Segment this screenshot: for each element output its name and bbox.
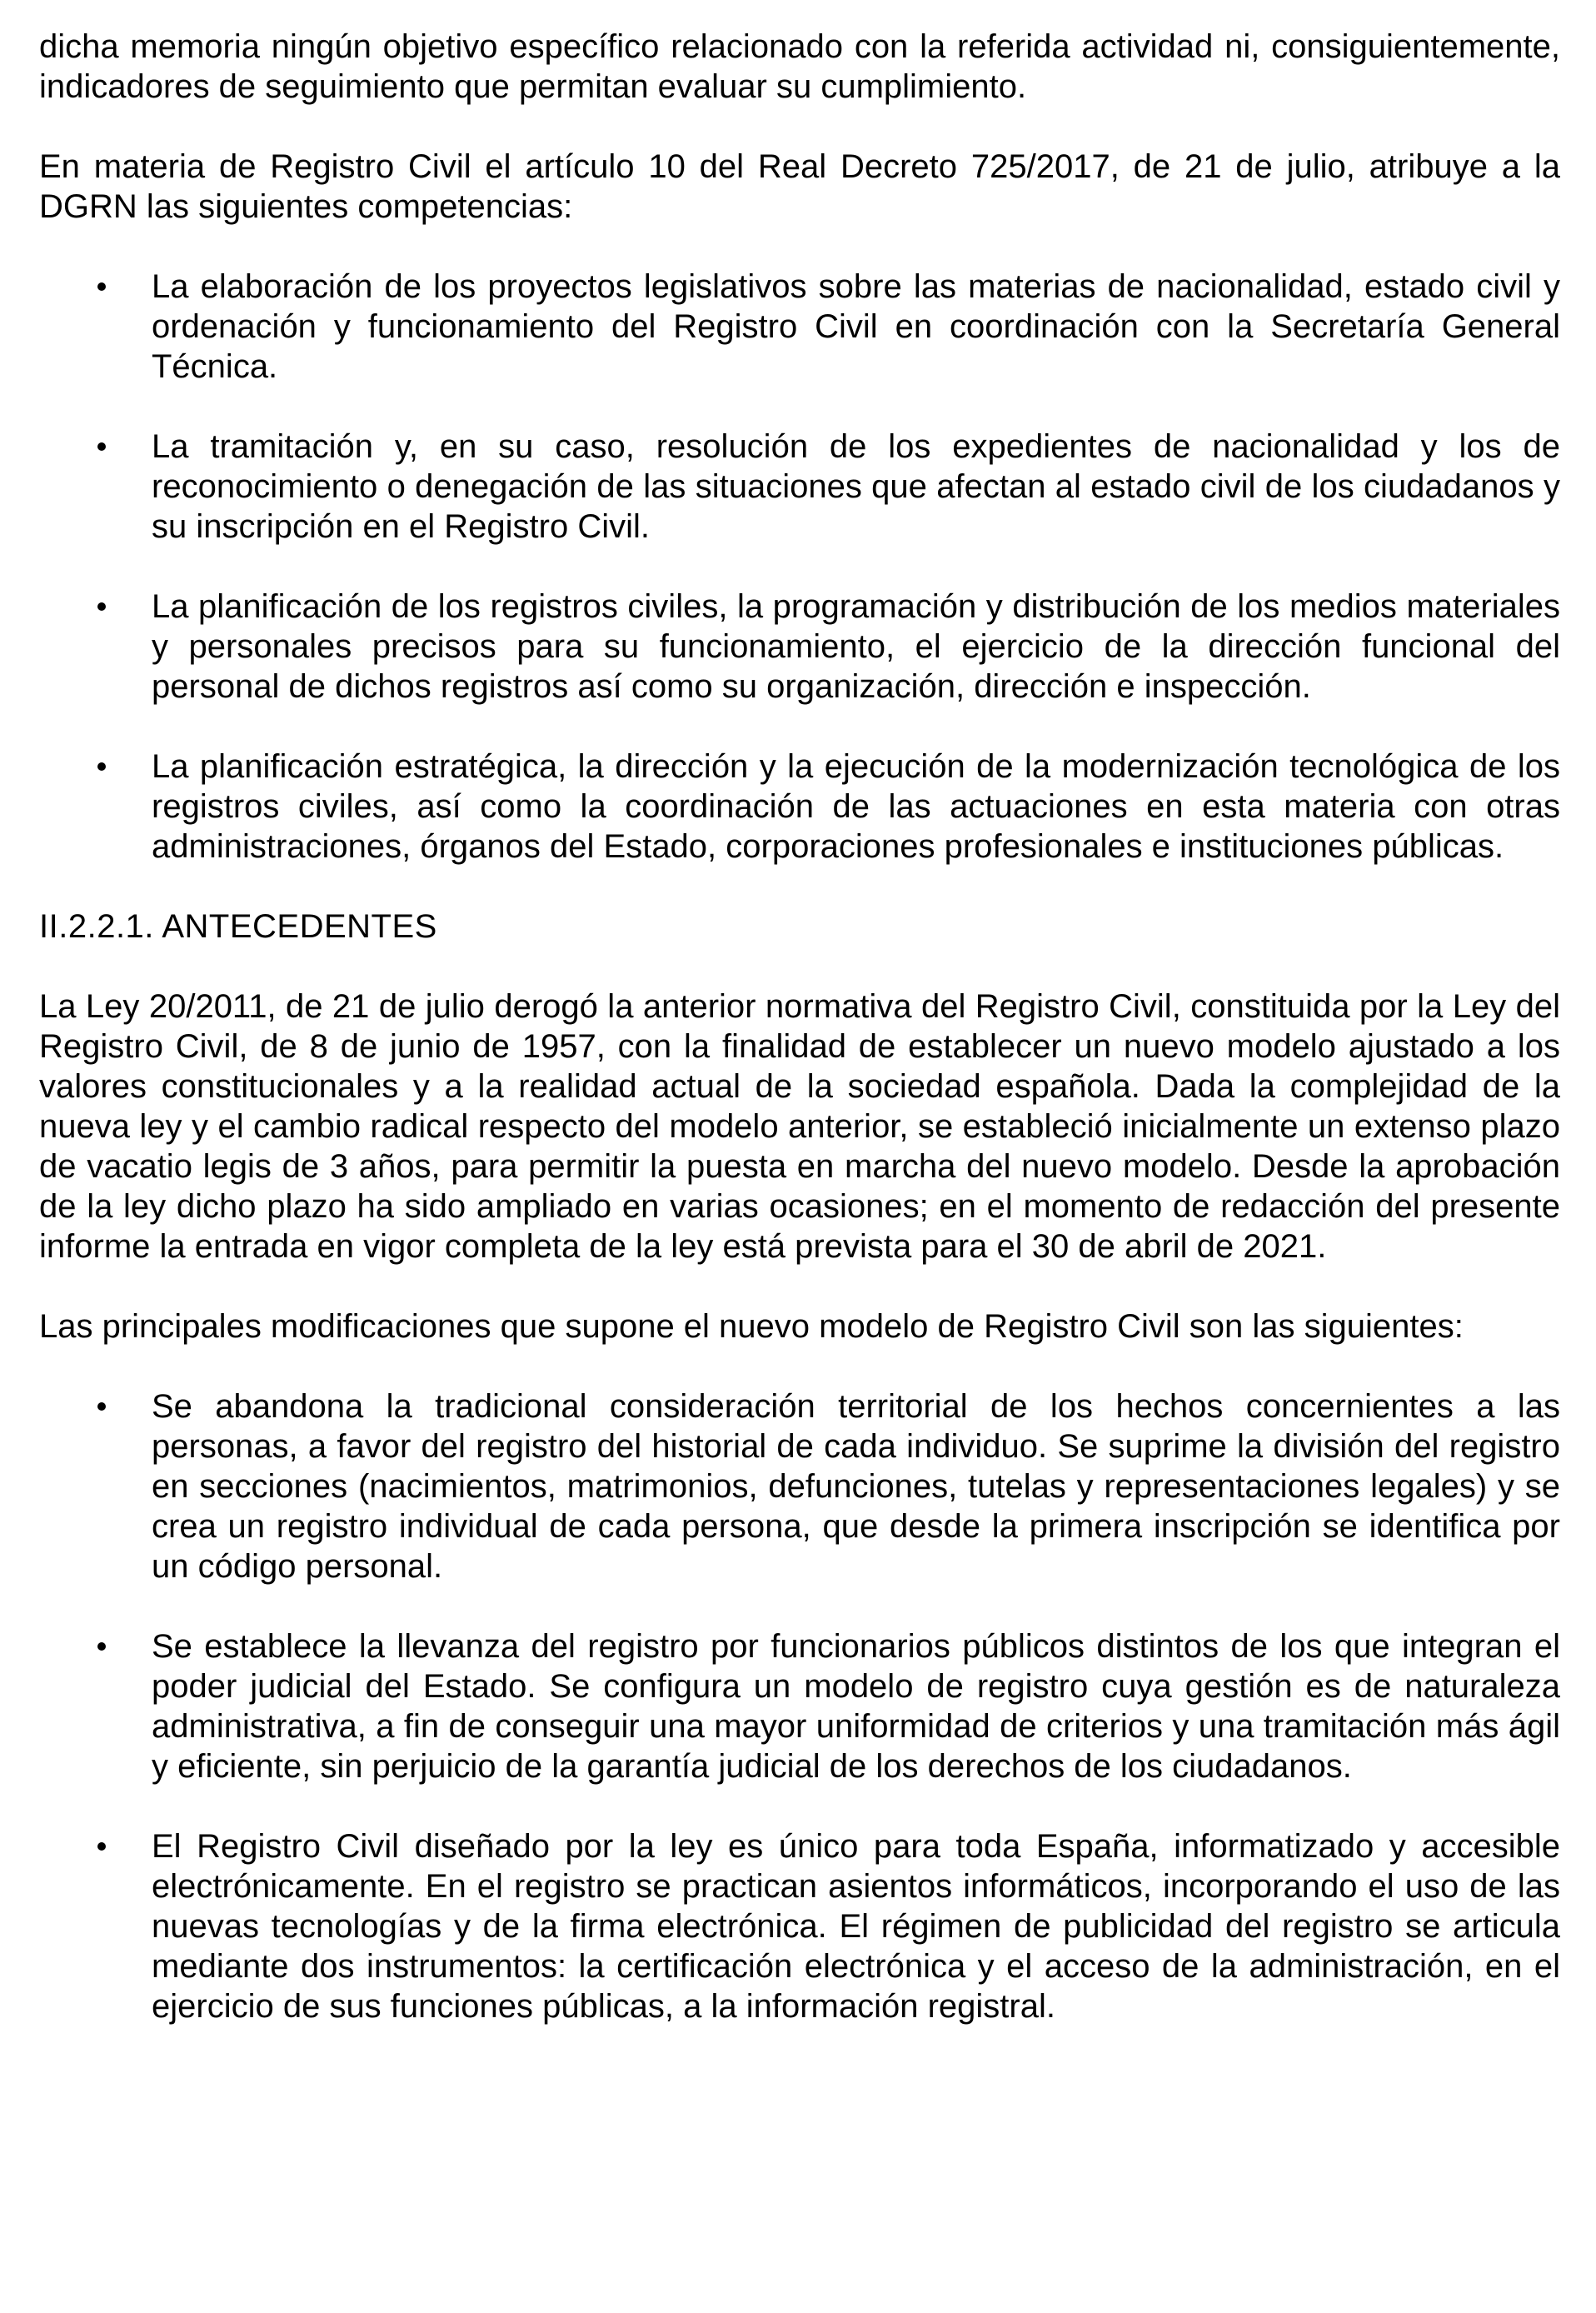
list-item-text: La tramitación y, en su caso, resolución de los expedientes de nacionalidad y los de reconocimiento o denegación de las situaciones que afectan al estado civil de los ciudadanos y su inscripción en el Registro Civil. — [152, 428, 1560, 545]
bullet-icon — [97, 1842, 106, 1851]
bullet-icon — [97, 1642, 106, 1651]
list-item — [39, 427, 1560, 547]
list-item — [39, 1626, 1560, 1786]
paragraph-intro-continuation: dicha memoria ningún objetivo específico relacionado con la referida actividad ni, consiguientemente, indicadores de seguimiento que permitan evaluar su cumplimiento. — [39, 28, 1560, 105]
paragraph-antecedentes: La Ley 20/2011, de 21 de julio derogó la anterior normativa del Registro Civil, constituida por la Ley del Registro Civil, de 8 de junio de 1957, con la finalidad de establecer un nuevo modelo ajustado a los valores constitucionales y a la realidad actual de la sociedad española. Dada la complejidad de la nueva ley y el cambio radical respecto del modelo anterior, se estableció inicialmente un extenso plazo de vacatio legis de 3 años, para permitir la puesta en marcha del nuevo modelo. Desde la aprobación de la ley dicho plazo ha sido ampliado en varias ocasiones; en el momento de redacción del presente informe la entrada en vigor completa de la ley está prevista para el 30 de abril de 2021. — [39, 988, 1560, 1265]
section-heading: II.2.2.1. ANTECEDENTES — [39, 908, 437, 945]
list-item — [39, 1826, 1560, 2026]
bullet-icon — [97, 442, 106, 451]
list-item-text: Se abandona la tradicional consideración territorial de los hechos concernientes a las personas, a favor del registro del historial de cada individuo. Se suprime la división del registro en secciones (nacimientos, matrimonios, defunciones, tutelas y representaciones legales) y se crea un registro individual de cada persona, que desde la primera inscripción se identifica por un código personal. — [152, 1388, 1560, 1585]
list-item-text: El Registro Civil diseñado por la ley es único para toda España, informatizado y accesible electrónicamente. En el registro se practican asientos informáticos, incorporando el uso de las nuevas tecnologías y de la firma electrónica. El régimen de publicidad del registro se articula mediante dos instrumentos: la certificación electrónica y el acceso de la administración, en el ejercicio de sus funciones públicas, a la información registral. — [152, 1828, 1560, 2025]
paragraph-modificaciones-intro: Las principales modificaciones que supone el nuevo modelo de Registro Civil son las siguientes: — [39, 1308, 1464, 1345]
list-item-text: Se establece la llevanza del registro por funcionarios públicos distintos de los que integran el poder judicial del Estado. Se configura un modelo de registro cuya gestión es de naturaleza administrativa, a fin de conseguir una mayor uniformidad de criterios y una tramitación más ágil y eficiente, sin perjuicio de la garantía judicial de los derechos de los ciudadanos. — [152, 1628, 1560, 1785]
bullet-icon — [97, 1402, 106, 1411]
list-item-text: La planificación de los registros civiles, la programación y distribución de los medios materiales y personales precisos para su funcionamiento, el ejercicio de la dirección funcional del personal de dichos registros así como su organización, dirección e inspección. — [152, 588, 1560, 705]
list-item — [39, 267, 1560, 387]
bullet-icon — [97, 282, 106, 291]
list-item-text: La planificación estratégica, la dirección y la ejecución de la modernización tecnológica de los registros civiles, así como la coordinación de las actuaciones en esta materia con otras administraciones, órganos del Estado, corporaciones profesionales e instituciones públicas. — [152, 748, 1560, 865]
bullet-icon — [97, 602, 106, 611]
list-item-text: La elaboración de los proyectos legislativos sobre las materias de nacionalidad, estado civil y ordenación y funcionamiento del Registro Civil en coordinación con la Secretaría General Técnica. — [152, 268, 1560, 385]
modificaciones-list — [39, 1386, 1560, 2026]
list-item — [39, 747, 1560, 867]
competencias-list — [39, 267, 1560, 867]
document-page — [39, 27, 1560, 2066]
paragraph-competencias-intro: En materia de Registro Civil el artículo 10 del Real Decreto 725/2017, de 21 de julio, atribuye a la DGRN las siguientes competencias: — [39, 148, 1560, 225]
list-item — [39, 587, 1560, 707]
bullet-icon — [97, 762, 106, 771]
list-item — [39, 1386, 1560, 1586]
